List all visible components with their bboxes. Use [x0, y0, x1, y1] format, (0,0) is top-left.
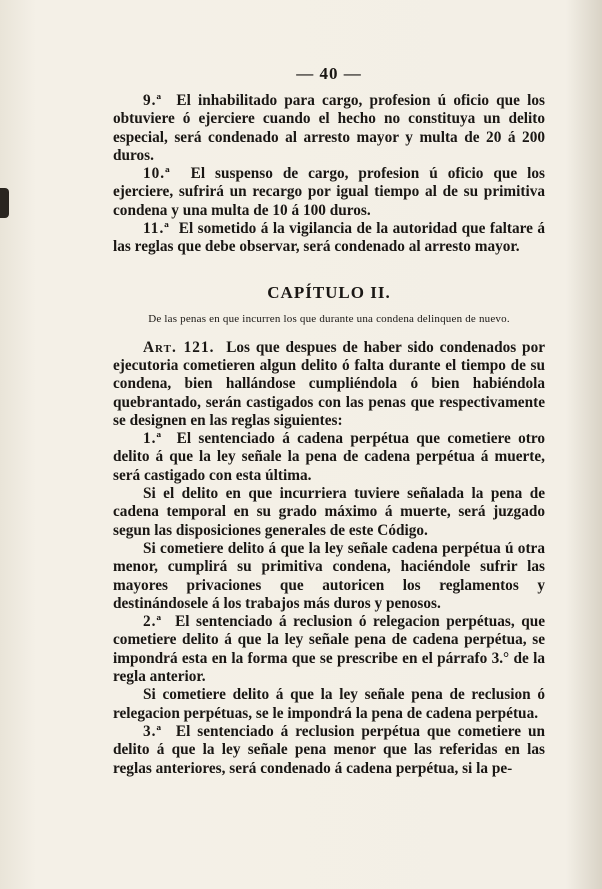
rule-1 [113, 430, 545, 485]
rule-text: El inhabilitado para cargo, profesion ú oficio que los obtuviere ó ejerciere cuando el hecho no constituya un delito especial, será condenado al arresto mayor y multa de 20 á 200 duros. [113, 92, 545, 164]
chapter-subtitle: De las penas en que incurren los que durante una condena delinquen de nuevo. [148, 312, 510, 325]
rule-number: 11.ª [143, 220, 170, 238]
rule-text: El suspenso de cargo, profesion ú oficio que los ejerciere, sufrirá un recargo por igual tiempo al de su primitiva condena y una multa de 10 á 100 duros. [113, 165, 545, 219]
article-text: Los que despues de haber sido condenados por ejecutoria cometieren algun delito ó falta durante el tiempo de su condena, bien hallándose cumpliéndola ó bien habiéndola quebrantado, serán castigados con las penas que respectivamente se designen en las reglas siguientes: [113, 338, 546, 429]
rule-number: 2.ª [143, 613, 163, 631]
page-content [113, 64, 545, 778]
rule-number: 1.ª [143, 430, 163, 448]
paragraph-9 [113, 92, 545, 165]
rule-2 [113, 613, 545, 686]
rule-number: 10.ª [143, 165, 171, 183]
rule-number: 9.ª [143, 92, 163, 109]
rule-text: El sentenciado á reclusion perpétua que cometiere un delito á que la ley señale pena menor que las referidas en las reglas anteriores, será condenado á cadena perpétua, si la pe- [113, 722, 545, 777]
paragraph-10 [113, 165, 545, 220]
rule-text: Si cometiere delito á que la ley señale cadena perpétua ú otra menor, cumplirá su primitiva condena, haciéndole sufrir las mayores privaciones que autoricen los reglamentos y destinándosele á los trabajos más duros y penosos. [113, 539, 545, 612]
article-label: Art. 121. [143, 338, 215, 356]
article-121 [113, 339, 545, 430]
page-number: — 40 — [296, 64, 362, 83]
rule-1-para-2 [113, 485, 545, 540]
rule-text: Si el delito en que incurriera tuviere señalada la pena de cadena temporal en su grado máximo á muerte, será juzgado segun las disposiciones generales de este Código. [113, 485, 545, 539]
rule-text: El sentenciado á reclusion ó relegacion perpétuas, que cometiere delito á que la ley señale pena de cadena perpétua, se impondrá esta en la forma que se prescribe en el párrafo 3.° de la regla anterior. [113, 613, 546, 686]
rule-text: El sentenciado á cadena perpétua que cometiere otro delito á que la ley señale la pena de cadena perpétua á muerte, será castigado con esta última. [113, 430, 545, 484]
rule-number: 3.ª [143, 722, 163, 740]
rule-1-para-3 [113, 540, 545, 613]
rule-2-para-2 [113, 686, 545, 723]
binding-mark [0, 188, 9, 218]
chapter-title: CAPÍTULO II. [267, 282, 391, 302]
rule-3 [113, 723, 545, 778]
rule-text: El sometido á la vigilancia de la autoridad que faltare á las reglas que debe observar, será condenado al arresto mayor. [113, 220, 545, 256]
rule-text: Si cometiere delito á que la ley señale pena de reclusion ó relegacion perpétuas, se le impondrá la pena de cadena perpétua. [113, 686, 545, 722]
paragraph-11 [113, 220, 545, 257]
